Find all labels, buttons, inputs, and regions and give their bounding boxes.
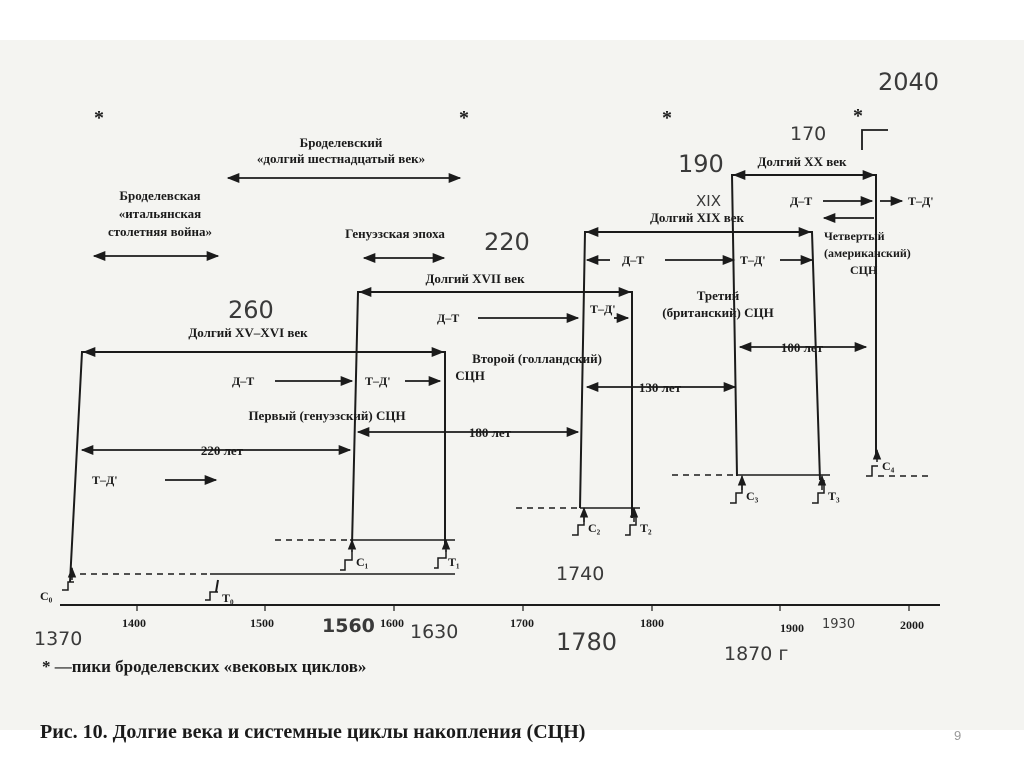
years-100: 100 лет	[780, 340, 824, 355]
tdp-4: Т–Д'	[908, 194, 934, 208]
tick-1800: 1800	[640, 616, 664, 630]
handwritten-190: 190	[678, 150, 724, 178]
handwritten-2040: 2040	[878, 68, 940, 96]
dt-3: Д–Т	[622, 253, 645, 267]
figure-caption: Рис. 10. Долгие века и системные циклы накопления (СЦН)	[40, 721, 586, 743]
braudel-long16-line1: Броделевский	[299, 135, 383, 150]
c1-label: C₁	[356, 555, 369, 569]
handwritten-1560: 1560	[322, 615, 375, 637]
tick-2000: 2000	[900, 618, 924, 632]
tick-1400: 1400	[122, 616, 146, 630]
tdp-1: Т–Д'	[365, 374, 391, 388]
c2-label: C₂	[588, 521, 601, 535]
fourth-cycle-line3: СЦН	[850, 263, 878, 277]
handwritten-1870: 1870 г	[724, 643, 789, 665]
t3-label: T₃	[828, 489, 840, 503]
braudel-italian-line1: Броделевская	[119, 188, 201, 203]
star-4: *	[853, 105, 863, 127]
handwritten-1370: 1370	[34, 628, 83, 650]
tick-1600: 1600	[380, 616, 404, 630]
handwritten-1630: 1630	[410, 621, 459, 643]
tick-1900: 1900	[780, 621, 804, 635]
handwritten-220: 220	[484, 228, 530, 256]
tdp-3: Т–Д'	[740, 253, 766, 267]
legend-note: * —пики броделевских «вековых циклов»	[42, 657, 367, 676]
years-130: 130 лет	[638, 380, 682, 395]
tdp-2: Т–Д'	[590, 302, 616, 316]
dt-2: Д–Т	[437, 311, 460, 325]
c4-step	[866, 466, 878, 476]
c3-step	[730, 480, 742, 503]
t1-step	[434, 550, 446, 568]
star-1: *	[94, 107, 104, 129]
years-180: 180 лет	[468, 425, 512, 440]
cycle4-line	[732, 175, 876, 476]
long-19: Долгий XIX век	[649, 210, 745, 225]
td-0: Т–Д'	[92, 473, 118, 487]
handdrawn-bracket	[862, 130, 888, 150]
cycle3-line	[580, 232, 820, 508]
fourth-cycle-line1: Четвертый	[824, 229, 885, 243]
braudel-italian-line3: столетняя война»	[108, 224, 212, 239]
second-cycle-line2: СЦН	[455, 368, 485, 383]
long-17: Долгий XVII век	[425, 271, 525, 286]
slide-number: 9	[954, 728, 962, 743]
c1-step	[340, 550, 352, 570]
fourth-cycle-line2: (американский)	[824, 246, 911, 260]
t0-vertical	[216, 580, 218, 592]
t0-label: T₀	[222, 591, 234, 605]
braudel-long16-line2: «долгий шестнадцатый век»	[256, 151, 426, 166]
c0-label: C₀	[40, 589, 53, 603]
genoese-epoch: Генуэзская эпоха	[345, 226, 445, 241]
star-2: *	[459, 107, 469, 129]
cycle0-step	[62, 582, 74, 590]
third-cycle-line2: (британский) СЦН	[662, 305, 774, 320]
long-20: Долгий XX век	[757, 154, 847, 169]
dt-1: Д–Т	[232, 374, 255, 388]
years-220: 220 лет	[200, 443, 244, 458]
handwritten-xix: XIX	[696, 192, 721, 210]
handwritten-260: 260	[228, 296, 274, 324]
dt-4: Д–Т	[790, 194, 813, 208]
handwritten-1930: 1930	[822, 617, 856, 632]
t1-label: T₁	[448, 555, 460, 569]
c3-label: C₃	[746, 489, 759, 503]
handwritten-1780: 1780	[556, 628, 618, 656]
t0-step	[205, 592, 218, 600]
tick-1700: 1700	[510, 616, 534, 630]
tick-1500: 1500	[250, 616, 274, 630]
star-3: *	[662, 107, 672, 129]
handwritten-1740: 1740	[556, 563, 605, 585]
handwritten-170: 170	[790, 123, 827, 145]
third-cycle-line1: Третий	[696, 288, 740, 303]
c2-step	[572, 510, 584, 535]
braudel-italian-line2: «итальянская	[118, 206, 202, 221]
second-cycle-line1: Второй (голландский)	[472, 351, 602, 366]
c4-label: C₄	[882, 459, 895, 473]
first-cycle: Первый (генуэзский) СЦН	[248, 408, 406, 423]
long-15-16: Долгий XV–XVI век	[188, 325, 308, 340]
t2-label: T₂	[640, 521, 652, 535]
